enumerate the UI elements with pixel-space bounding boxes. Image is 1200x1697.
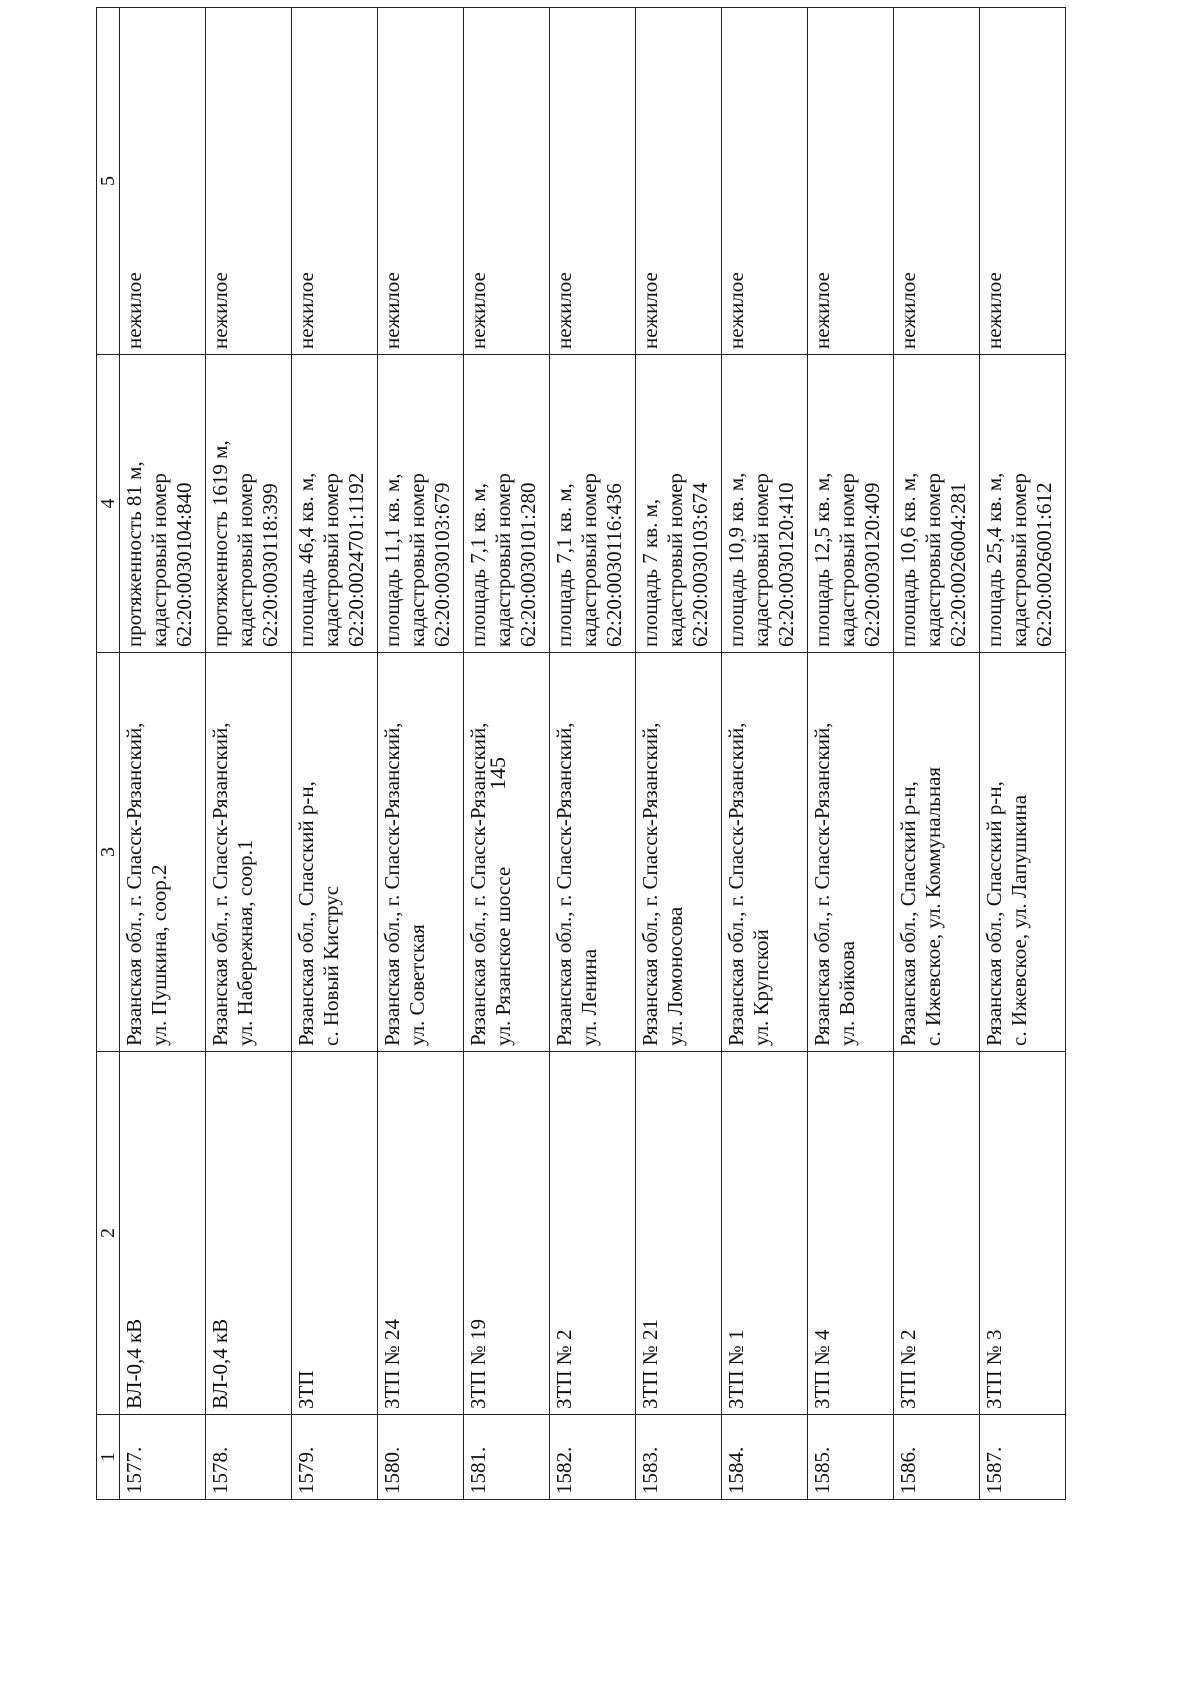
details-line: площадь 7,1 кв. м, [552,483,576,647]
address-line: Рязанская обл., г. Спасск-Рязанский, [810,722,834,1046]
address-line: Рязанская обл., г. Спасск-Рязанский, [724,722,748,1046]
details-line: 62:20:0030116:436 [602,483,626,647]
row-number: 1579. [292,1415,378,1500]
table-row [636,8,722,1500]
table-row [980,8,1066,1500]
object-address [894,653,980,1052]
object-details [550,355,636,653]
details-line: 62:20:0030120:409 [860,482,884,647]
header-col-4: 4 [97,355,120,653]
object-details [120,355,206,653]
details-line: кадастровый номер [405,473,429,647]
row-number: 1582. [550,1415,636,1500]
address-line: с. Ижевское, ул. Лапушкина [1007,794,1031,1046]
details-line: площадь 25,4 кв. м, [982,472,1006,647]
table-row [894,8,980,1500]
table-row [464,8,550,1500]
address-line: ул. Советская [405,924,429,1046]
details-line: площадь 11,1 кв. м, [380,473,404,647]
table-row [550,8,636,1500]
details-line: кадастровый номер [835,473,859,647]
object-address [464,653,550,1052]
rotated-table-container [96,53,1086,1500]
object-address [980,653,1066,1052]
address-line: Рязанская обл., г. Спасск-Рязанский, [122,722,146,1046]
address-line: с. Новый Киструс [319,885,343,1046]
object-address [206,653,292,1052]
address-line: ул. Войкова [835,941,859,1046]
address-line: с. Ижевское, ул. Коммунальная [921,766,945,1046]
object-address [292,653,378,1052]
details-line: площадь 7,1 кв. м, [466,483,490,647]
object-type: нежилое [378,8,464,355]
object-address [808,653,894,1052]
object-details [464,355,550,653]
header-col-1: 1 [97,1415,120,1500]
details-line: 62:20:0030104:840 [172,482,196,647]
details-line: кадастровый номер [749,473,773,647]
header-row [97,8,120,1500]
details-line: 62:20:0026004:281 [946,482,970,647]
object-name: ВЛ-0,4 кВ [206,1052,292,1415]
details-line: кадастровый номер [147,473,171,647]
row-number: 1584. [722,1415,808,1500]
details-line: кадастровый номер [1007,473,1031,647]
address-line: Рязанская обл., г. Спасск-Рязанский, [638,722,662,1046]
details-line: кадастровый номер [577,473,601,647]
header-col-3: 3 [97,653,120,1052]
row-number: 1587. [980,1415,1066,1500]
object-name: ЗТП № 1 [722,1052,808,1415]
object-type: нежилое [722,8,808,355]
address-line: Рязанская обл., г. Спасск-Рязанский, [380,722,404,1046]
details-line: кадастровый номер [663,473,687,647]
details-line: 62:20:0030103:674 [688,482,712,647]
header-col-5: 5 [97,8,120,355]
object-name: ЗТП № 24 [378,1052,464,1415]
object-name: ВЛ-0,4 кВ [120,1052,206,1415]
header-col-2: 2 [97,1052,120,1415]
object-name: ЗТП № 2 [550,1052,636,1415]
table-row [120,8,206,1500]
details-line: 62:20:0030103:679 [430,482,454,647]
address-line: ул. Ленина [577,948,601,1046]
table-row [722,8,808,1500]
details-line: площадь 12,5 кв. м, [810,472,834,647]
object-name: ЗТП № 3 [980,1052,1066,1415]
address-line: Рязанская обл., г. Спасск-Рязанский, [208,722,232,1046]
object-details [378,355,464,653]
row-number: 1585. [808,1415,894,1500]
table-row [206,8,292,1500]
object-name: ЗТП [292,1052,378,1415]
table-row [292,8,378,1500]
details-line: площадь 46,4 кв. м, [294,472,318,647]
object-name: ЗТП № 21 [636,1052,722,1415]
object-details [808,355,894,653]
address-line: ул. Ломоносова [663,906,687,1046]
object-name: ЗТП № 4 [808,1052,894,1415]
object-type: нежилое [292,8,378,355]
details-line: кадастровый номер [921,473,945,647]
row-number: 1577. [120,1415,206,1500]
object-type: нежилое [980,8,1066,355]
table-body [120,8,1066,1500]
row-number: 1583. [636,1415,722,1500]
object-type: нежилое [120,8,206,355]
address-line: Рязанская обл., Спасский р-н, [896,781,920,1046]
object-name: ЗТП № 2 [894,1052,980,1415]
property-table [96,7,1066,1500]
details-line: кадастровый номер [233,473,257,647]
details-line: кадастровый номер [319,473,343,647]
address-line: ул. Пушкина, соор.2 [147,864,171,1046]
details-line: 62:20:0024701:1192 [344,472,368,647]
row-number: 1578. [206,1415,292,1500]
row-number: 1580. [378,1415,464,1500]
details-line: протяженность 1619 м, [208,440,232,647]
object-address [120,653,206,1052]
object-details [722,355,808,653]
object-details [636,355,722,653]
object-details [980,355,1066,653]
object-type: нежилое [550,8,636,355]
address-line: ул. Рязанское шоссе [491,866,515,1046]
object-details [206,355,292,653]
object-address [378,653,464,1052]
page-number: 145 [485,757,510,790]
object-details [292,355,378,653]
object-address [636,653,722,1052]
object-address [550,653,636,1052]
details-line: площадь 7 кв. м, [638,498,662,647]
object-type: нежилое [894,8,980,355]
address-line: Рязанская обл., г. Спасск-Рязанский, [552,722,576,1046]
row-number: 1586. [894,1415,980,1500]
details-line: площадь 10,6 кв. м, [896,472,920,647]
details-line: 62:20:0026001:612 [1032,482,1056,647]
table-row [378,8,464,1500]
object-type: нежилое [808,8,894,355]
address-line: Рязанская обл., Спасский р-н, [294,781,318,1046]
address-line: ул. Крупской [749,929,773,1046]
object-address [722,653,808,1052]
details-line: 62:20:0030120:410 [774,482,798,647]
address-line: ул. Набережная, соор.1 [233,839,257,1046]
object-name: ЗТП № 19 [464,1052,550,1415]
details-line: площадь 10,9 кв. м, [724,472,748,647]
table-row [808,8,894,1500]
details-line: протяженность 81 м, [122,461,146,647]
details-line: 62:20:0030101:280 [516,482,540,647]
object-type: нежилое [464,8,550,355]
address-line: Рязанская обл., Спасский р-н, [982,781,1006,1046]
details-line: 62:20:0030118:399 [258,483,282,647]
address-line: Рязанская обл., г. Спасск-Рязанский, [466,722,490,1046]
details-line: кадастровый номер [491,473,515,647]
object-type: нежилое [206,8,292,355]
object-type: нежилое [636,8,722,355]
row-number: 1581. [464,1415,550,1500]
object-details [894,355,980,653]
